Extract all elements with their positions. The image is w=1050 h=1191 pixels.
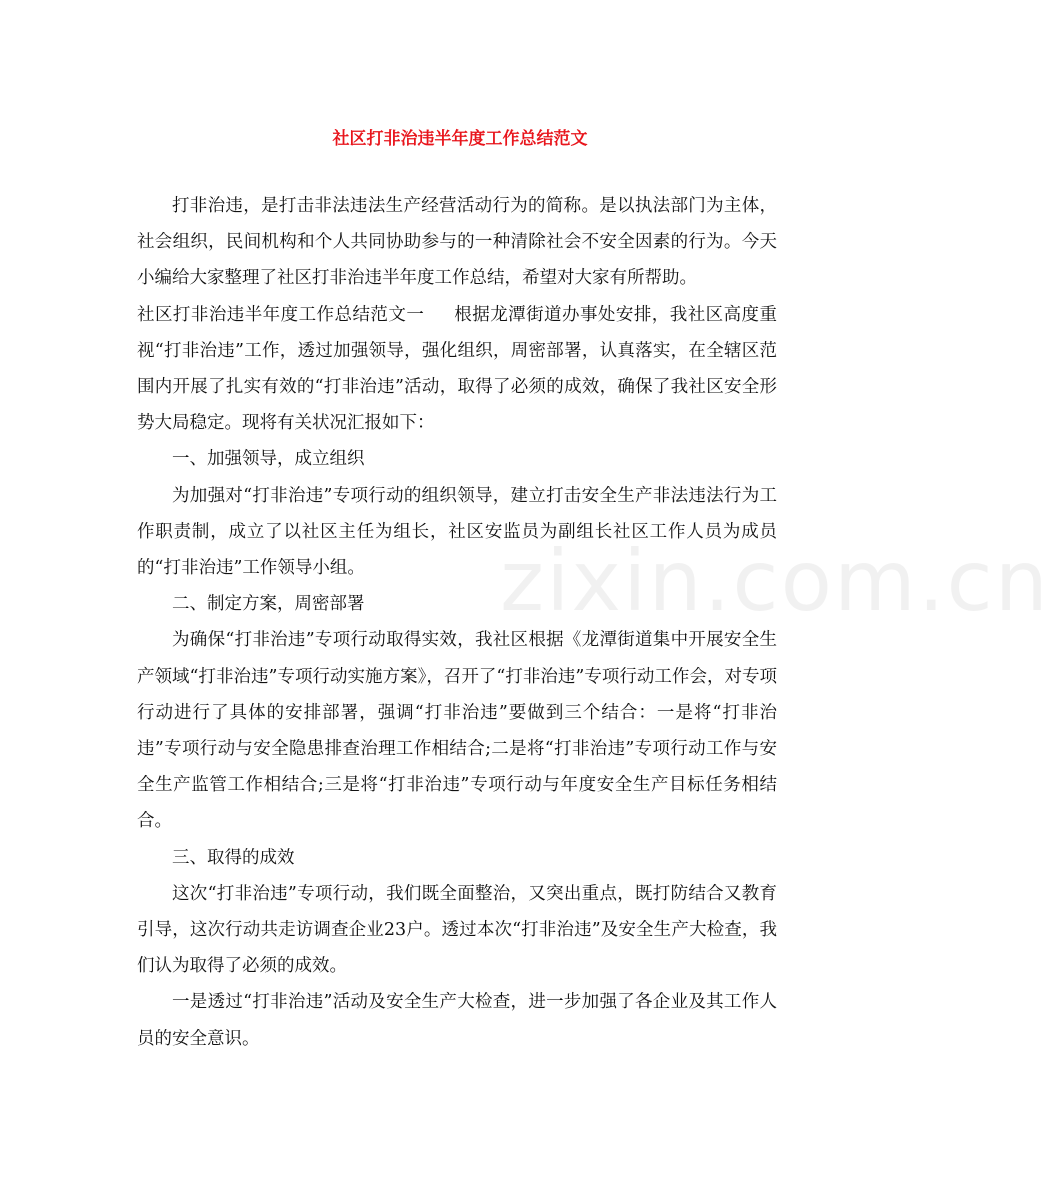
heading-2: 二、制定方案，周密部署 [172, 594, 365, 615]
watermark: zixin.com.cn [500, 532, 1050, 630]
intro-paragraph: 打非治违，是打击非法违法生产经营活动行为的简称。是以执法部门为主体，社会组织，民间机构和个人共同协助参与的一种清除社会不安全因素的行为。今天小编给大家整理了社区打非治违半年度工作总结，希望对大家有所帮助。 [137, 196, 777, 289]
heading-3: 三、取得的成效 [172, 847, 295, 868]
paragraph-1: 为加强对“打非治违”专项行动的组织领导，建立打击安全生产非法违法行为工作职责制，成立了以社区主任为组长，社区安监员为副组长社区工作人员为成员的“打非治违”工作领导小组。 [137, 485, 777, 579]
document-body [137, 188, 777, 1057]
paragraph-3: 这次“打非治违”专项行动，我们既全面整治，又突出重点，既打防结合又教育引导，这次行动共走访调查企业23户。透过本次“打非治违”及安全生产大检查，我们认为取得了必须的成效。 [137, 883, 777, 977]
section-title: 社区打非治违半年度工作总结范文一 [137, 304, 425, 325]
document-title: 社区打非治违半年度工作总结范文 [332, 129, 588, 149]
section-lead: 根据龙潭街道办事处安排，我社区高度重视“打非治违”工作，透过加强领导，强化组织，周密部署，认真落实，在全辖区范围内开展了扎实有效的“打非治违”活动，取得了必须的成效，确保了我社区安全形势大局稳定。现将有关状况汇报如下： [137, 304, 778, 434]
paragraph-4: 一是透过“打非治违”活动及安全生产大检查，进一步加强了各企业及其工作人员的安全意识。 [137, 992, 777, 1049]
heading-1: 一、加强领导，成立组织 [172, 449, 365, 470]
paragraph-2: 为确保“打非治违”专项行动取得实效，我社区根据《龙潭街道集中开展安全生产领域“打非治违”专项行动实施方案》，召开了“打非治违”专项行动工作会，对专项行动进行了具体的安排部署，强调“打非治违”要做到三个结合：一是将“打非治违”专项行动与安全隐患排查治理工作相结合;二是将“打非治违”专项行动工作与安全生产监管工作相结合;三是将“打非治违”专项行动与年度安全生产目标任务相结合。 [137, 630, 777, 832]
section-paragraph [137, 297, 777, 442]
